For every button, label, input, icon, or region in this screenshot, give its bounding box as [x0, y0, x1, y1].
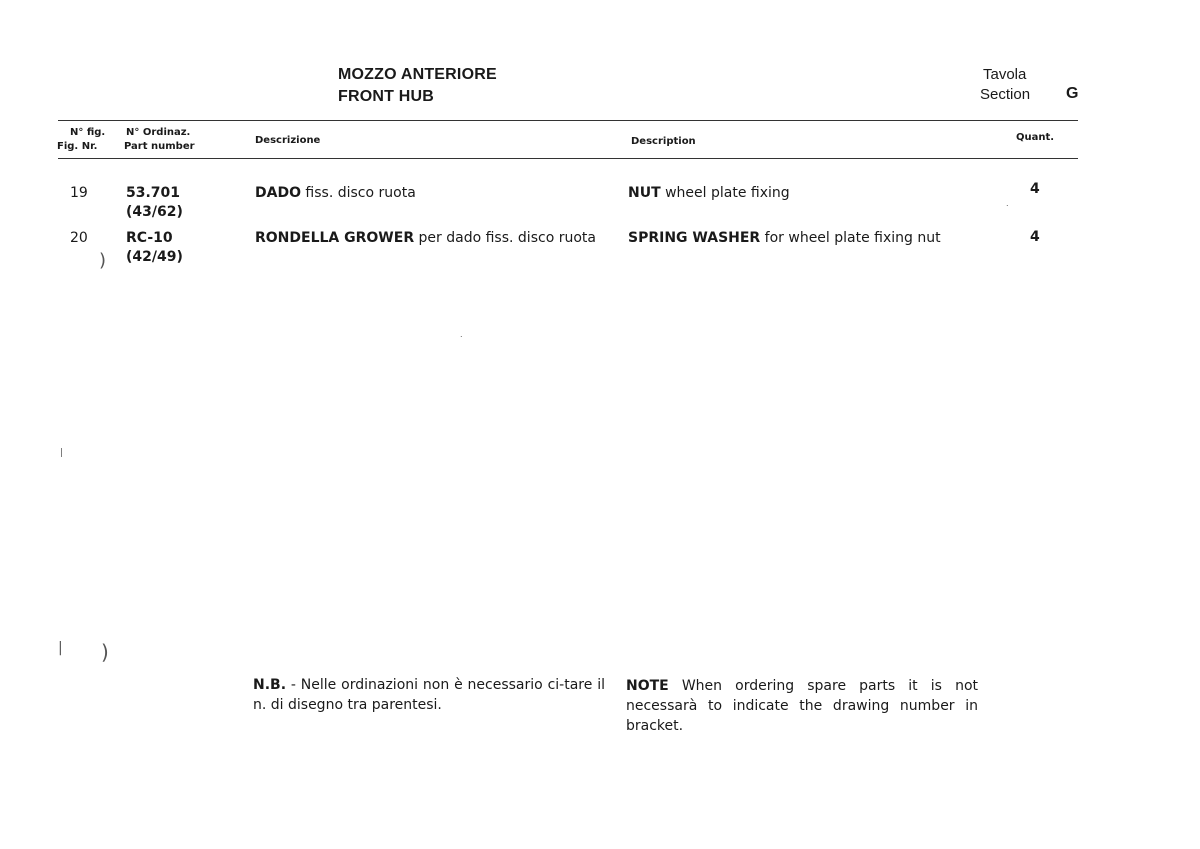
col-part-it: N° Ordinaz.: [126, 127, 191, 138]
row-20-desc-en: [628, 229, 941, 248]
header-rule-bottom: [58, 158, 1078, 159]
row-19-desc-en-rest: wheel plate fixing: [660, 185, 790, 201]
note-italian-key: N.B.: [253, 677, 287, 693]
col-part-en: Part number: [124, 141, 195, 152]
title-english: FRONT HUB: [338, 88, 435, 105]
row-19-desc-it: [255, 184, 416, 203]
row-20-desc-it: [255, 229, 596, 248]
note-english: [626, 676, 978, 736]
col-fig-en: Fig. Nr.: [57, 141, 98, 152]
title-italian: MOZZO ANTERIORE: [338, 66, 497, 83]
col-qty: Quant.: [1016, 132, 1055, 143]
row-19-qty: 4: [1030, 181, 1040, 197]
binder-tick-mark: |: [58, 640, 63, 656]
binder-bracket-mark: ): [99, 250, 107, 271]
scan-dust-dot: .: [460, 330, 463, 339]
tavola-label: Tavola: [983, 66, 1027, 83]
col-desc-it: Descrizione: [255, 135, 321, 146]
row-19-fig: 19: [70, 185, 88, 201]
row-20-desc-en-key: SPRING WASHER: [628, 230, 761, 246]
row-20-drawing: (42/49): [126, 249, 183, 265]
note-italian-text: - Nelle ordinazioni non è necessario ci-tare il n. di disegno tra parentesi.: [253, 677, 605, 713]
binder-tick-mark: |: [60, 448, 64, 458]
row-19-part: 53.701: [126, 185, 181, 201]
col-fig-it: N° fig.: [70, 127, 106, 138]
note-english-text: When ordering spare parts it is not necessarà to indicate the drawing number in bracket.: [626, 678, 978, 734]
note-english-key: NOTE: [626, 678, 669, 694]
section-value: G: [1066, 85, 1079, 102]
row-20-desc-it-key: RONDELLA GROWER: [255, 230, 415, 246]
row-19-desc-it-rest: fiss. disco ruota: [300, 185, 416, 201]
col-desc-en: Description: [631, 136, 696, 147]
section-label: Section: [980, 86, 1031, 103]
header-rule-top: [58, 120, 1078, 121]
row-20-desc-en-rest: for wheel plate fixing nut: [760, 230, 941, 246]
scan-dust-dot: .: [1006, 199, 1009, 208]
row-20-qty: 4: [1030, 229, 1040, 245]
row-19-desc-en: [628, 184, 790, 203]
row-20-part: RC-10: [126, 230, 173, 246]
row-20-desc-it-rest: per dado fiss. disco ruota: [414, 230, 596, 246]
row-19-drawing: (43/62): [126, 204, 183, 220]
binder-bracket-mark: ): [101, 640, 109, 664]
row-19-desc-it-key: DADO: [255, 185, 301, 201]
row-19-desc-en-key: NUT: [628, 185, 661, 201]
row-20-fig: 20: [70, 230, 88, 246]
note-italian: [253, 675, 605, 715]
